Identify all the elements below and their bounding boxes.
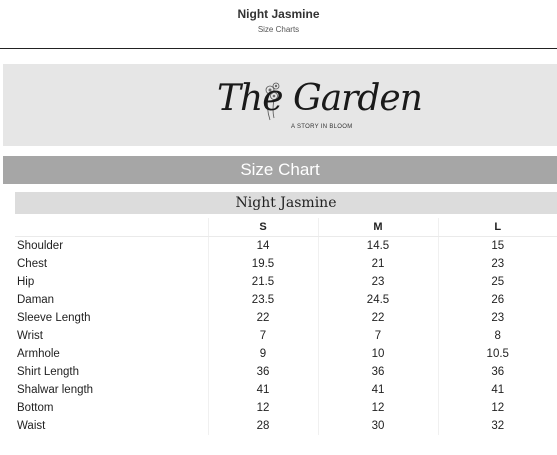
product-name: Night Jasmine <box>15 192 557 214</box>
row-label: Shoulder <box>17 240 64 252</box>
table-row <box>15 399 557 417</box>
header-divider <box>0 48 557 49</box>
cell-value: 9 <box>208 345 318 363</box>
cell-value: 30 <box>318 417 438 435</box>
cell-value: 14.5 <box>318 237 438 256</box>
row-label: Wrist <box>17 330 43 342</box>
row-label: Hip <box>17 276 35 288</box>
table-row <box>15 237 557 256</box>
cell-value: 41 <box>318 381 438 399</box>
row-label: Chest <box>17 258 48 270</box>
row-label: Shirt Length <box>17 366 80 378</box>
row-label: Daman <box>17 294 55 306</box>
row-label: Sleeve Length <box>17 312 91 324</box>
cell-value: 21 <box>318 255 438 273</box>
column-header-l: L <box>438 218 557 237</box>
size-chart-image <box>3 64 557 455</box>
page-header <box>0 0 557 48</box>
cell-value: 23.5 <box>208 291 318 309</box>
cell-value: 10.5 <box>438 345 557 363</box>
row-label: Armhole <box>17 348 60 360</box>
cell-value: 22 <box>208 309 318 327</box>
logo-wordmark: The Garden <box>217 78 422 119</box>
column-header-label <box>15 218 208 237</box>
cell-value: 26 <box>438 291 557 309</box>
table-row <box>15 255 557 273</box>
table-row <box>15 417 557 435</box>
cell-value: 41 <box>208 381 318 399</box>
logo-banner <box>3 64 557 146</box>
column-header-m: M <box>318 218 438 237</box>
cell-value: 14 <box>208 237 318 256</box>
cell-value: 23 <box>318 273 438 291</box>
cell-value: 28 <box>208 417 318 435</box>
cell-value: 36 <box>208 363 318 381</box>
cell-value: 12 <box>318 399 438 417</box>
cell-value: 41 <box>438 381 557 399</box>
table-row <box>15 273 557 291</box>
size-table <box>15 218 557 435</box>
page-title: Night Jasmine <box>237 7 320 21</box>
column-header-s: S <box>208 218 318 237</box>
table-row <box>15 345 557 363</box>
cell-value: 21.5 <box>208 273 318 291</box>
table-row <box>15 327 557 345</box>
row-label: Shalwar length <box>17 384 94 396</box>
table-row <box>15 291 557 309</box>
cell-value: 7 <box>208 327 318 345</box>
size-header-row <box>15 218 557 237</box>
table-row <box>15 381 557 399</box>
cell-value: 23 <box>438 255 557 273</box>
cell-value: 36 <box>318 363 438 381</box>
row-label: Bottom <box>17 402 54 414</box>
cell-value: 23 <box>438 309 557 327</box>
cell-value: 8 <box>438 327 557 345</box>
cell-value: 36 <box>438 363 557 381</box>
cell-value: 15 <box>438 237 557 256</box>
cell-value: 22 <box>318 309 438 327</box>
cell-value: 32 <box>438 417 557 435</box>
row-label: Waist <box>17 420 46 432</box>
table-row <box>15 309 557 327</box>
cell-value: 19.5 <box>208 255 318 273</box>
page-subtitle: Size Charts <box>257 25 300 34</box>
cell-value: 12 <box>208 399 318 417</box>
cell-value: 24.5 <box>318 291 438 309</box>
size-chart-title: Size Chart <box>3 156 557 184</box>
logo-tagline: A STORY IN BLOOM <box>291 124 353 130</box>
cell-value: 25 <box>438 273 557 291</box>
cell-value: 7 <box>318 327 438 345</box>
cell-value: 12 <box>438 399 557 417</box>
cell-value: 10 <box>318 345 438 363</box>
table-row <box>15 363 557 381</box>
